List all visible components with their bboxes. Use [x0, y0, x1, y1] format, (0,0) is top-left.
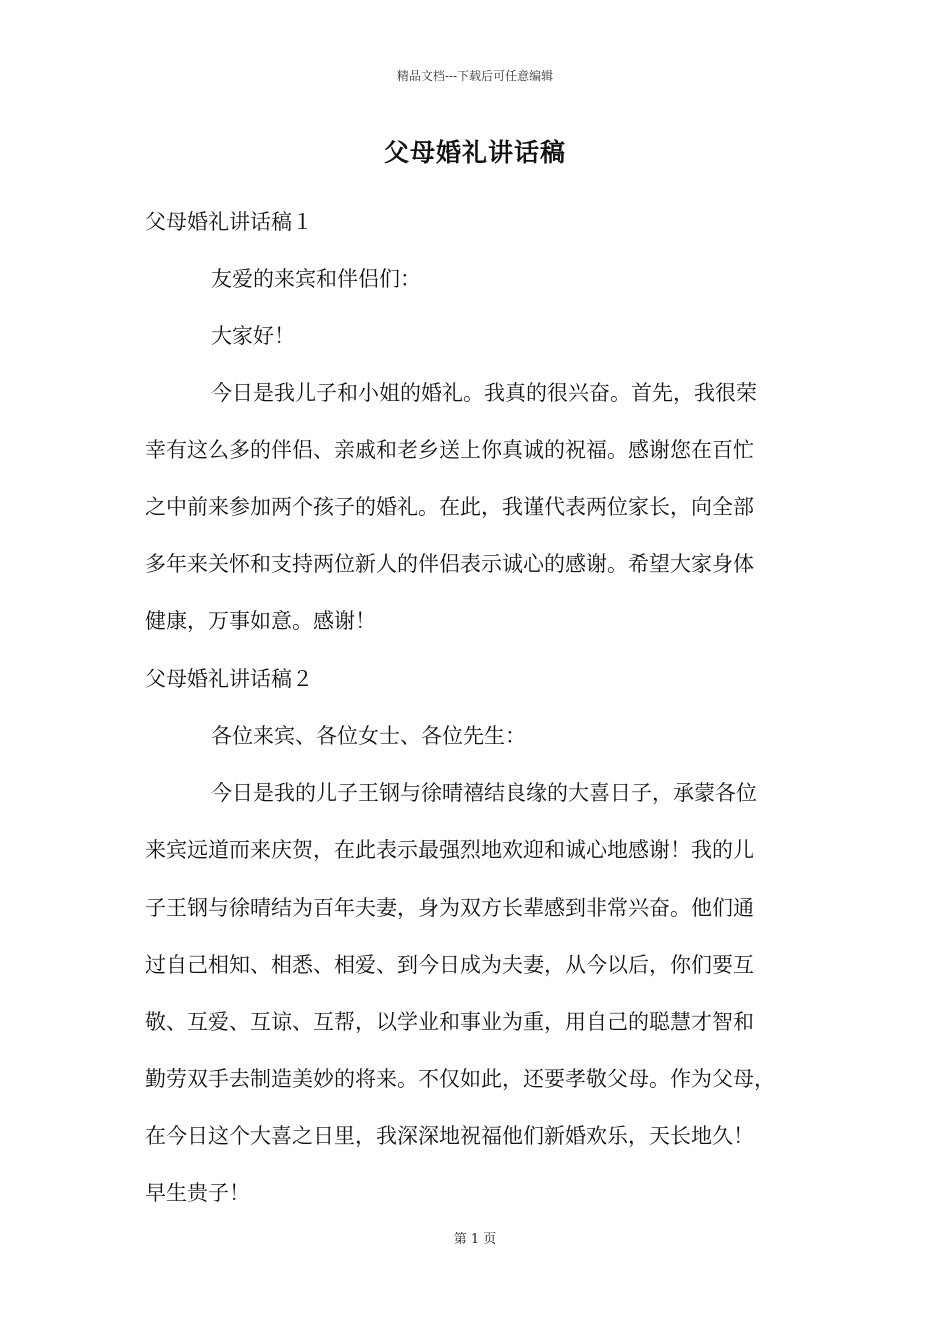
paragraph-line: 早生贵子！ — [145, 1181, 250, 1205]
section-heading-1: 父母婚礼讲话稿１ — [145, 210, 313, 234]
paragraph-line: 之中前来参加两个孩子的婚礼。在此，我谨代表两位家长，向全部 — [145, 495, 754, 519]
paragraph-line: 今日是我儿子和小姐的婚礼。我真的很兴奋。首先，我很荣 — [211, 381, 757, 405]
greeting-1: 大家好！ — [211, 324, 295, 348]
paragraph-line: 敬、互爱、互谅、互帮，以学业和事业为重，用自己的聪慧才智和 — [145, 1010, 754, 1034]
page-header: 精品文档---下载后可任意编辑 — [396, 69, 554, 83]
paragraph-line: 健康，万事如意。感谢！ — [145, 609, 376, 633]
document-title: 父母婚礼讲话稿 — [383, 138, 566, 167]
paragraph-line: 今日是我的儿子王钢与徐晴禧结良缘的大喜日子，承蒙各位 — [211, 781, 757, 805]
paragraph-line: 子王钢与徐晴结为百年夫妻，身为双方长辈感到非常兴奋。他们通 — [145, 896, 754, 920]
salutation-1: 友爱的来宾和伴侣们： — [211, 267, 421, 291]
paragraph-line: 过自己相知、相悉、相爱、到今日成为夫妻，从今以后，你们要互 — [145, 953, 754, 977]
section-heading-2: 父母婚礼讲话稿２ — [145, 667, 313, 691]
paragraph-line: 在今日这个大喜之日里，我深深地祝福他们新婚欢乐，天长地久！ — [145, 1124, 754, 1148]
salutation-2: 各位来宾、各位女士、各位先生： — [211, 724, 526, 748]
paragraph-line: 勤劳双手去制造美妙的将来。不仅如此，还要孝敬父母。作为父母， — [145, 1067, 775, 1091]
paragraph-line: 来宾远道而来庆贺，在此表示最强烈地欢迎和诚心地感谢！我的儿 — [145, 838, 754, 862]
paragraph-line: 多年来关怀和支持两位新人的伴侣表示诚心的感谢。希望大家身体 — [145, 552, 754, 576]
page-number: 第 1 页 — [453, 1232, 497, 1247]
paragraph-line: 幸有这么多的伴侣、亲戚和老乡送上你真诚的祝福。感谢您在百忙 — [145, 438, 754, 462]
